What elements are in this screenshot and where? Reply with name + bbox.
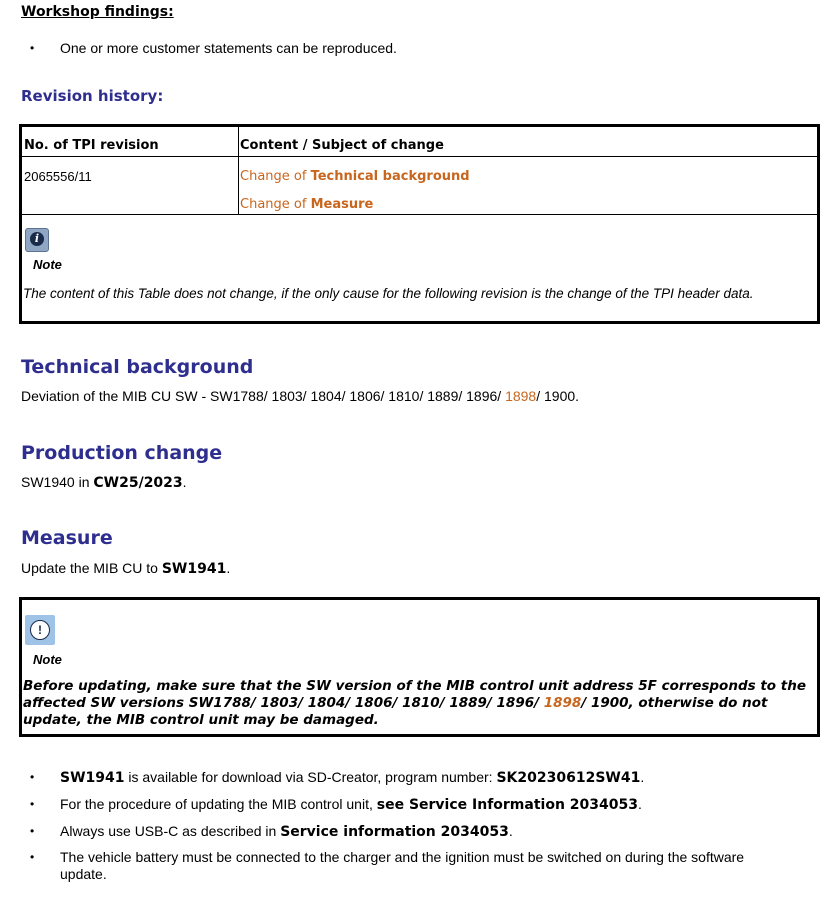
list-item-text — [60, 769, 790, 787]
measure-heading: Measure — [21, 527, 113, 549]
revision-number: 2065556/11 — [24, 169, 92, 184]
text-segment: . — [182, 474, 187, 490]
bullet-dot: • — [30, 770, 35, 784]
text-segment: Before updating, make sure that the SW version of the MIB control unit address 5F corresponds to the affected SW versions SW1788/ 1803/ 1804/ 1806/ 1810/ 1889/ 1896/ — [23, 678, 806, 711]
revision-table — [19, 124, 820, 324]
row-divider — [22, 214, 817, 215]
note-label: Note — [33, 652, 62, 667]
bullet-dot: • — [30, 797, 35, 811]
text-segment: For the procedure of updating the MIB control unit, — [60, 796, 377, 812]
technical-background-heading: Technical background — [21, 356, 254, 378]
service-info-reference: Service information 2034053 — [280, 824, 509, 840]
change-prefix: Change of — [240, 197, 311, 212]
bullet-dot: • — [30, 824, 35, 838]
text-segment: Deviation of the MIB CU SW - SW1788/ 1803/ 1804/ 1806/ 1810/ 1889/ 1896/ — [21, 388, 506, 404]
text-segment: . — [638, 796, 642, 812]
change-item-1 — [240, 169, 470, 184]
workshop-findings-title: Workshop findings: — [21, 4, 174, 20]
revision-history-title: Revision history: — [21, 87, 164, 105]
text-segment: / 1900. — [536, 388, 580, 404]
highlight-version: 1898 — [543, 695, 582, 711]
technical-background-text — [21, 388, 579, 404]
change-subject: Measure — [310, 197, 374, 212]
info-icon: i — [25, 228, 49, 252]
change-item-2 — [240, 197, 373, 212]
text-bold: SW1941 — [60, 770, 125, 786]
warning-note-box — [19, 597, 820, 737]
service-info-reference: see Service Information 2034053 — [376, 797, 638, 813]
text-segment: SW1940 in — [21, 474, 94, 490]
col-header-content: Content / Subject of change — [240, 138, 444, 153]
measure-text — [21, 560, 230, 577]
list-item-text — [60, 823, 790, 841]
list-item-text: The vehicle battery must be connected to the charger and the ignition must be switched on during the software update. — [60, 849, 745, 882]
note-label: Note — [33, 257, 62, 272]
workshop-bullet-text: One or more customer statements can be reproduced. — [60, 40, 397, 56]
highlight-version: 1898 — [505, 388, 537, 404]
warning-note-text — [23, 678, 815, 729]
text-segment: is available for download via SD-Creator, program number: — [124, 769, 497, 785]
change-subject: Technical background — [310, 169, 470, 184]
calendar-week: CW25/2023 — [93, 475, 183, 491]
text-segment: Update the MIB CU to — [21, 560, 162, 576]
exclamation-circle-icon: ! — [25, 615, 55, 645]
text-segment: / 1900, otherwise do not update, the MIB control unit may be damaged. — [23, 695, 768, 728]
text-segment: . — [508, 823, 513, 839]
text-segment: . — [226, 560, 231, 576]
text-segment: . — [640, 769, 645, 785]
production-change-text — [21, 474, 187, 491]
bullet-dot: • — [30, 41, 35, 55]
bullet-dot: • — [30, 850, 35, 864]
col-header-revision: No. of TPI revision — [24, 138, 159, 153]
change-prefix: Change of — [240, 169, 311, 184]
text-segment: Always use USB-C as described in — [60, 823, 281, 839]
target-software: SW1941 — [161, 561, 227, 577]
list-item-text — [60, 796, 790, 814]
program-number: SK20230612SW41 — [496, 770, 641, 786]
production-change-heading: Production change — [21, 442, 223, 464]
column-divider — [238, 127, 239, 215]
note-text: The content of this Table does not change, if the only cause for the following revision is the change of the TPI header data. — [23, 286, 754, 301]
